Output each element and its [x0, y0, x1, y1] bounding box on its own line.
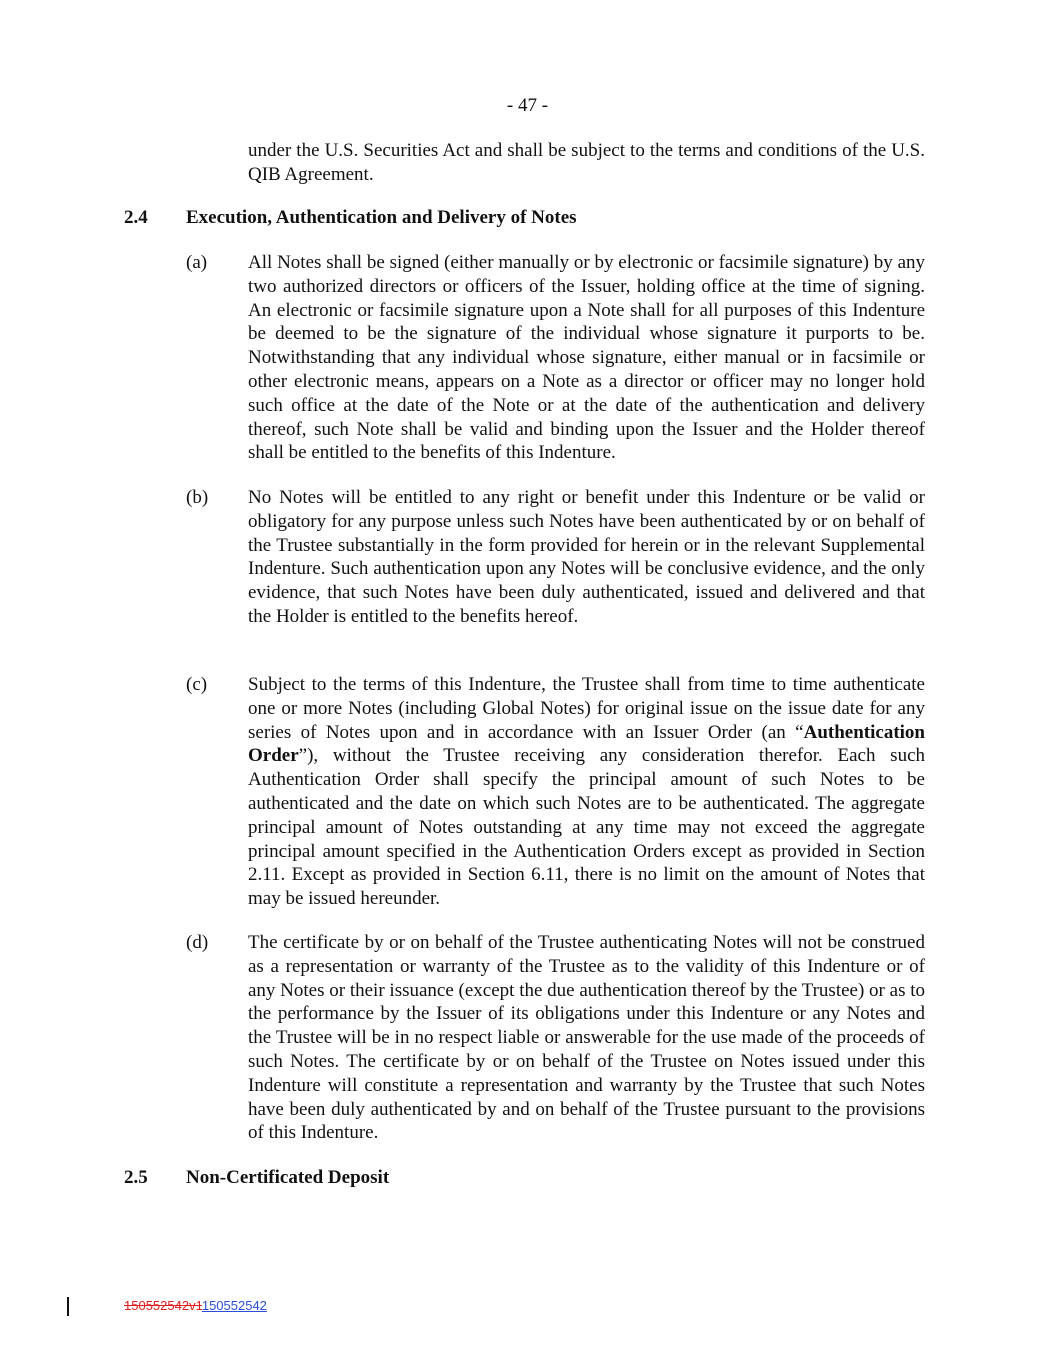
clause-c-text-after: ”), without the Trustee receiving any consideration therefor. Each such Authentication Order shall specify the principal amount of such Notes to be authenticated and the date on which such Notes are to be authenticated. The aggregate principal amount of Notes outstanding at any time may not exceed the aggregate principal amount specified in the Authentication Orders except as provided in Section 2.11. Except as provided in Section 6.11, there is no limit on the amount of Notes that may be issued hereunder. — [248, 745, 925, 910]
page-number: - 47 - — [506, 95, 549, 116]
clause-b-label: (b) — [186, 487, 209, 508]
clause-d-text: The certificate by or on behalf of the Trustee authenticating Notes will not be construed as a representation or warranty of the Trustee as to the validity of this Indenture or of any Notes or their issuance (except the due authentication thereof by the Trustee) or as to the performance by the Issuer of its obligations under this Indenture or any Notes and the Trustee will be in no respect liable or answerable for the use made of the proceeds of such Notes. The certificate by or on behalf of the Trustee on Notes issued under this Indenture will constitute a representation and warranty by the Trustee that such Notes have been duly authenticated by and on behalf of the Trustee pursuant to the provisions of this Indenture. — [248, 932, 925, 1144]
section-2-5-heading — [124, 1166, 389, 1190]
clause-c-text-before: Subject to the terms of this Indenture, the Trustee shall from time to time authenticate one or more Notes (including Global Notes) for original issue on the issue date for any series of Notes upon and in accordance with an Issuer Order (an “ — [248, 674, 925, 743]
inserted-document-reference: 150552542 — [201, 1298, 267, 1313]
clause-c-text — [248, 673, 925, 911]
revision-change-bar — [67, 1297, 69, 1316]
section-2-5-number: 2.5 — [124, 1167, 148, 1188]
intro-paragraph: under the U.S. Securities Act and shall be subject to the terms and conditions of the U.S. QIB Agreement. — [248, 140, 925, 185]
section-2-4-title: Execution, Authentication and Delivery of Notes — [186, 207, 577, 228]
clause-a-text: All Notes shall be signed (either manually or by electronic or facsimile signature) by any two authorized directors or officers of the Issuer, holding office at the time of signing. An electronic or facsimile signature upon a Note shall for all purposes of this Indenture be deemed to be the signature of the individual whose signature it purports to be. Notwithstanding that any individual whose signature, either manual or in facsimile or other electronic means, appears on a Note as a director or officer may no longer hold such office at the date of the Note or at the date of the authentication and delivery thereof, such Note shall be valid and binding upon the Issuer and the Holder thereof shall be entitled to the benefits of this Indenture. — [248, 252, 925, 464]
clause-b-text: No Notes will be entitled to any right or benefit under this Indenture or be valid or obligatory for any purpose unless such Notes have been authenticated by or on behalf of the Trustee substantially in the form provided for herein or in the relevant Supplemental Indenture. Such authentication upon any Notes will be conclusive evidence, and the only evidence, that such Notes have been duly authenticated, issued and delivered and that the Holder is entitled to the benefits hereof. — [248, 487, 925, 627]
defined-term-authentication-order: Authentication Order — [248, 721, 925, 767]
deleted-document-reference: 150552542v1 — [124, 1298, 202, 1313]
section-2-4-heading — [124, 206, 577, 230]
clause-d-label: (d) — [186, 932, 209, 953]
clause-c-label: (c) — [186, 674, 208, 695]
section-2-5-title: Non-Certificated Deposit — [186, 1167, 390, 1188]
document-reference-footer — [124, 1297, 267, 1315]
clause-a-label: (a) — [186, 252, 208, 273]
section-2-4-number: 2.4 — [124, 207, 148, 228]
